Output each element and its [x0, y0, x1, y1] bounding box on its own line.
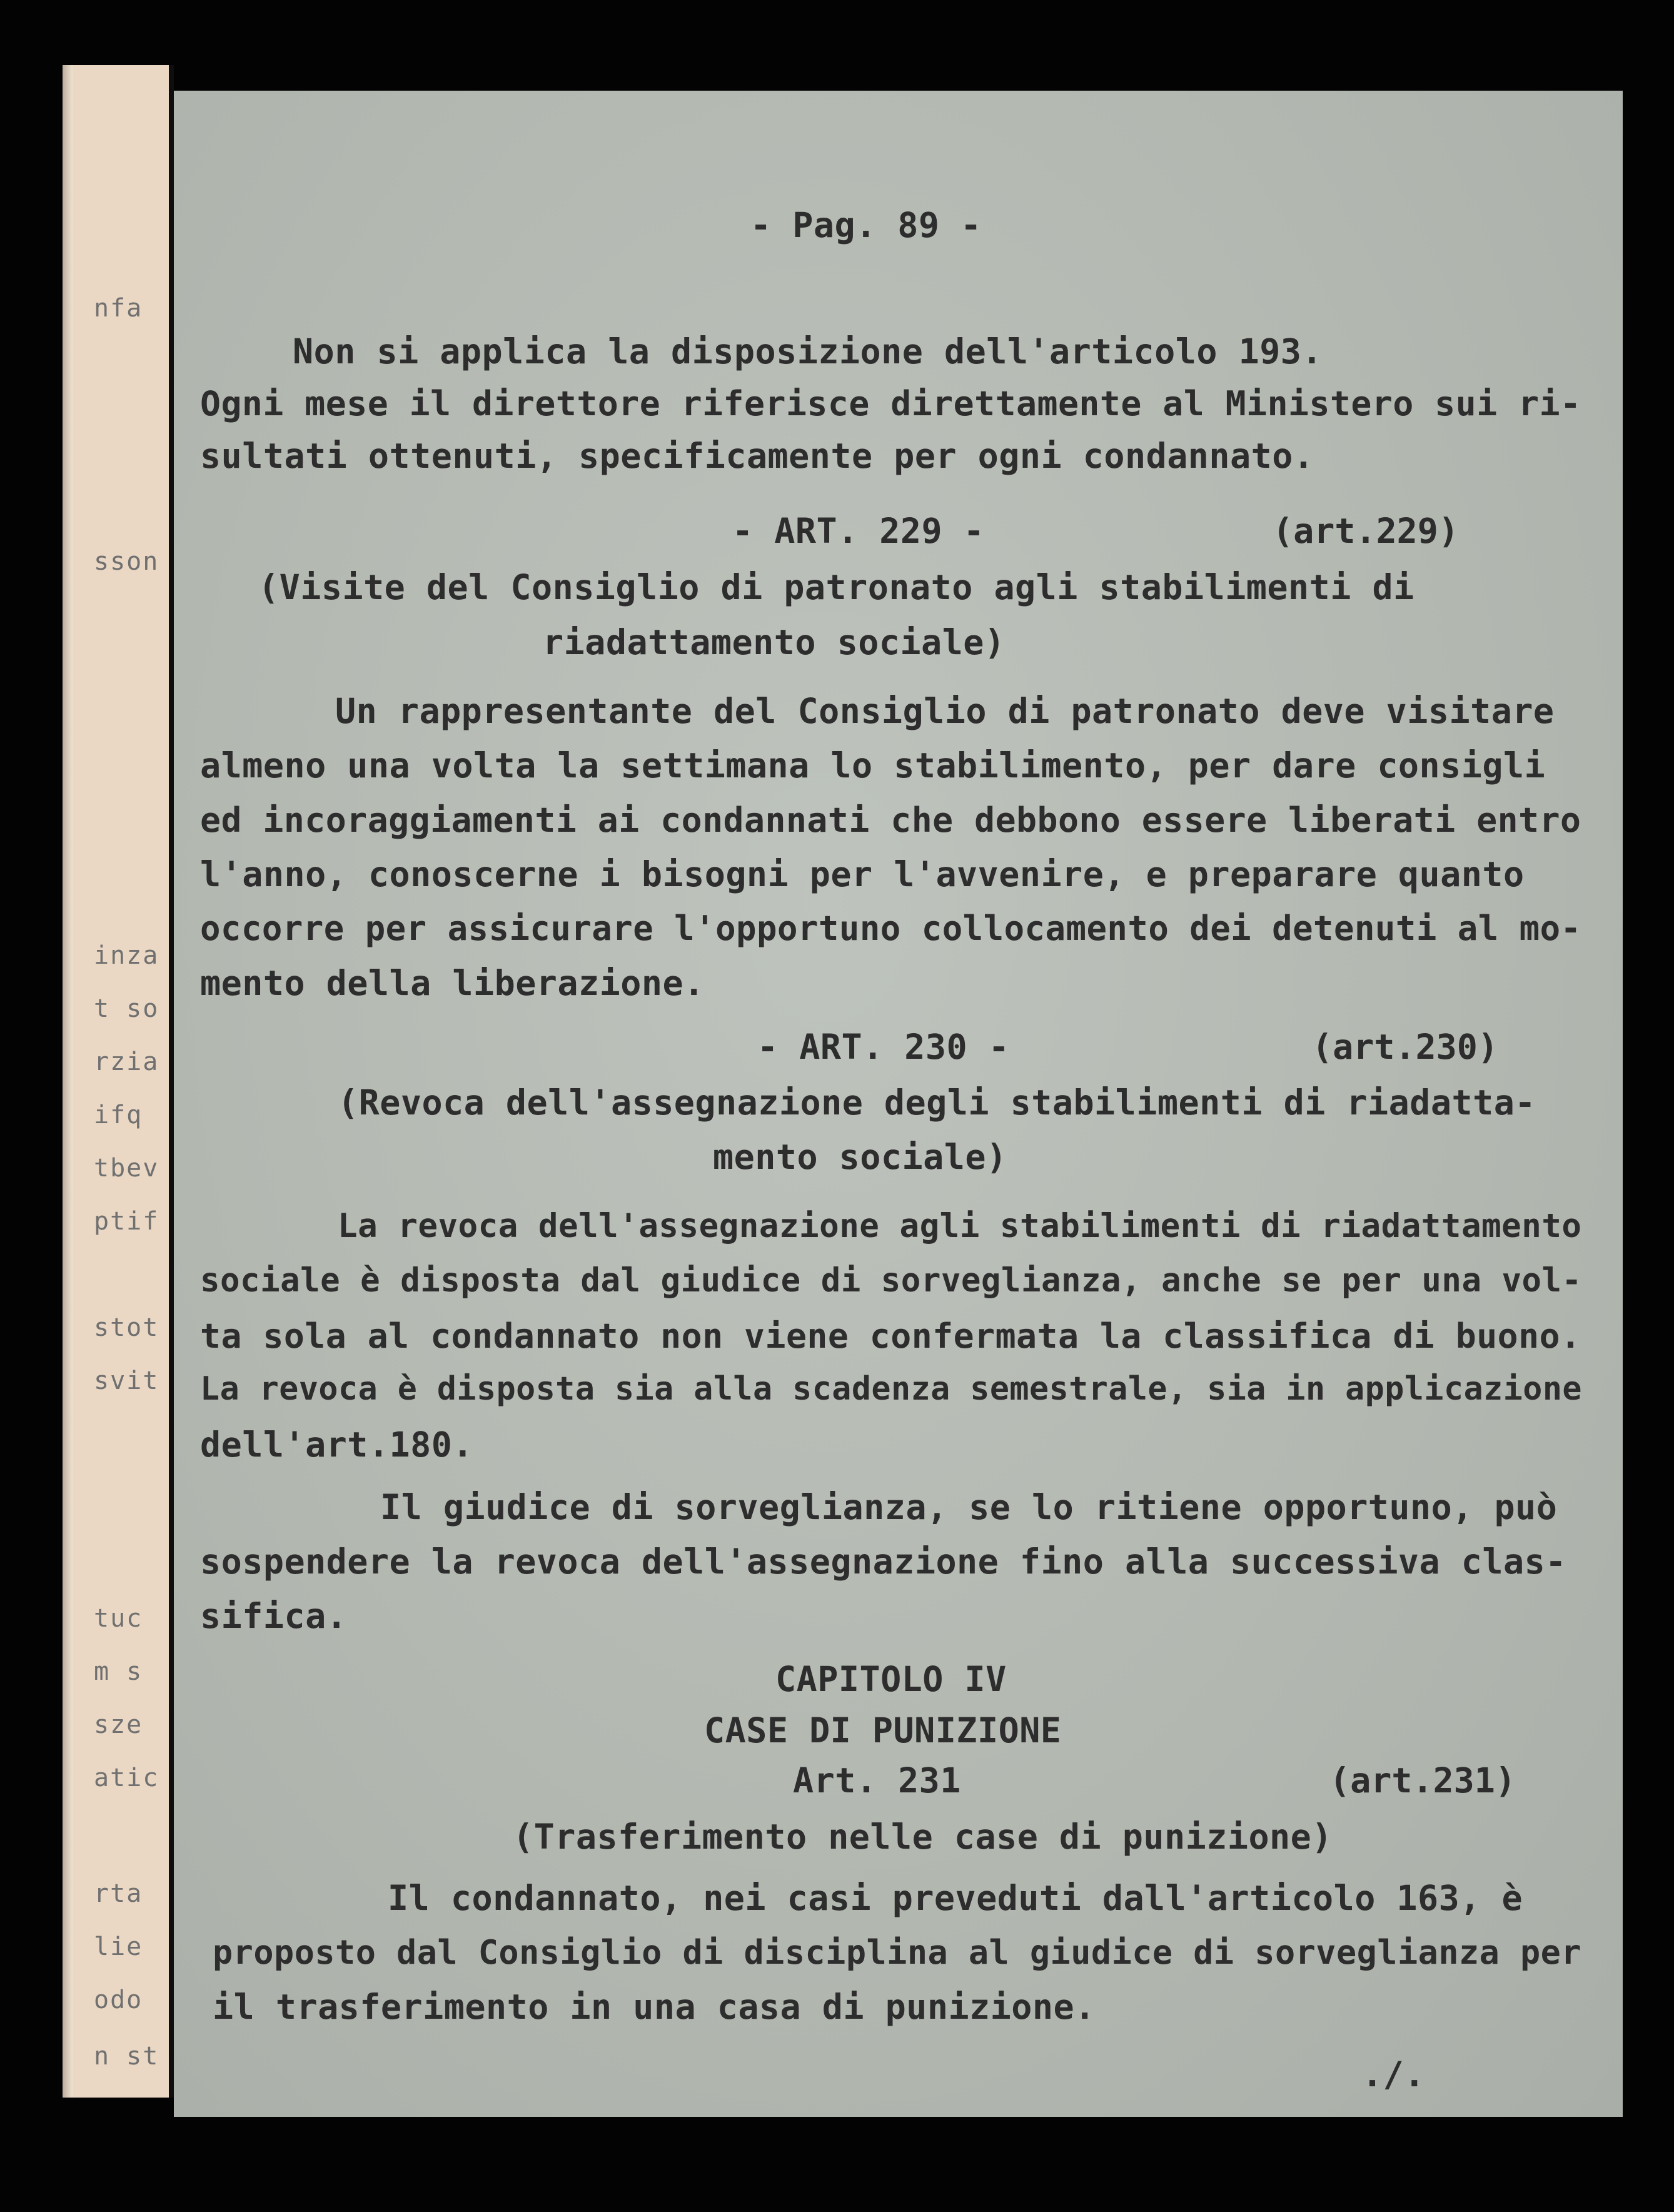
chapter-subheading: CASE DI PUNIZIONE [704, 1710, 1062, 1750]
margin-fragment: inza [94, 941, 159, 970]
margin-fragment: odo [94, 1986, 143, 2014]
body-line: occorre per assicurare l'opportuno collocamento dei detenuti al mo- [200, 909, 1581, 948]
margin-fragment: nfa [94, 294, 143, 323]
article-title-line: (Trasferimento nelle case di punizione) [513, 1817, 1333, 1857]
body-line: dell'art.180. [200, 1425, 473, 1465]
margin-fragment: sson [94, 547, 159, 576]
body-line: ed incoraggiamenti ai condannati che debbono essere liberati entro [200, 800, 1581, 840]
body-line: La revoca è disposta sia alla scadenza semestrale, sia in applicazione [200, 1370, 1583, 1408]
body-line: sociale è disposta dal giudice di sorveglianza, anche se per una vol- [200, 1261, 1582, 1300]
continuation-mark: ./. [1362, 2054, 1425, 2094]
document-page [174, 91, 1623, 2117]
article-reference: (art.229) [1273, 511, 1460, 551]
margin-fragment: tbev [94, 1154, 159, 1183]
margin-fragment: lie [94, 1932, 143, 1961]
page-number: - Pag. 89 - [750, 205, 982, 245]
body-line: La revoca dell'assegnazione agli stabilimenti di riadattamento [338, 1207, 1582, 1245]
intro-line: Non si applica la disposizione dell'articolo 193. [293, 331, 1323, 371]
body-line: sifica. [200, 1596, 348, 1636]
book-gutter [169, 65, 174, 2098]
margin-fragment: t so [94, 994, 159, 1023]
margin-fragment: ifq [94, 1101, 143, 1129]
article-reference: (art.230) [1312, 1027, 1499, 1067]
margin-fragment: rta [94, 1879, 143, 1908]
article-heading: - ART. 230 - [757, 1027, 1010, 1067]
margin-fragment: sze [94, 1710, 143, 1739]
body-line: proposto dal Consiglio di disciplina al giudice di sorveglianza per [213, 1932, 1582, 1972]
article-reference: (art.231) [1329, 1760, 1516, 1800]
body-line: l'anno, conoscerne i bisogni per l'avvenire, e preparare quanto [200, 854, 1525, 894]
article-heading: - ART. 229 - [732, 511, 985, 551]
margin-fragment: tuc [94, 1604, 143, 1633]
body-line: ta sola al condannato non viene confermata la classifica di buono. [200, 1316, 1581, 1356]
margin-fragment: svit [94, 1366, 159, 1395]
margin-fragment: m s [94, 1657, 143, 1686]
chapter-heading: CAPITOLO IV [775, 1659, 1007, 1699]
article-title-line: (Visite del Consiglio di patronato agli stabilimenti di [258, 567, 1414, 607]
intro-line: sultati ottenuti, specificamente per ogni condannato. [200, 436, 1314, 476]
body-line: Il giudice di sorveglianza, se lo ritiene opportuno, può [380, 1487, 1558, 1527]
margin-fragment: rzia [94, 1048, 159, 1076]
body-line: Un rappresentante del Consiglio di patronato deve visitare [335, 691, 1555, 731]
margin-fragment: ptif [94, 1207, 159, 1236]
body-line: mento della liberazione. [200, 963, 705, 1003]
body-line: sospendere la revoca dell'assegnazione fino alla successiva clas- [200, 1542, 1566, 1582]
article-heading: Art. 231 [793, 1760, 961, 1800]
page-stack-edge [63, 65, 73, 2098]
intro-line: Ogni mese il direttore riferisce direttamente al Ministero sui ri- [200, 383, 1581, 423]
article-title-line: (Revoca dell'assegnazione degli stabilimenti di riadatta- [338, 1083, 1536, 1123]
adjacent-page-edge [63, 65, 171, 2098]
margin-fragment: n st [94, 2042, 159, 2071]
body-line: Il condannato, nei casi preveduti dall'articolo 163, è [388, 1878, 1523, 1918]
article-title-line: riadattamento sociale) [543, 622, 1006, 662]
margin-fragment: stot [94, 1313, 159, 1342]
margin-fragment: atic [94, 1764, 159, 1792]
body-line: almeno una volta la settimana lo stabilimento, per dare consigli [200, 745, 1546, 785]
article-title-line: mento sociale) [713, 1137, 1007, 1177]
body-line: il trasferimento in una casa di punizione. [213, 1987, 1096, 2027]
